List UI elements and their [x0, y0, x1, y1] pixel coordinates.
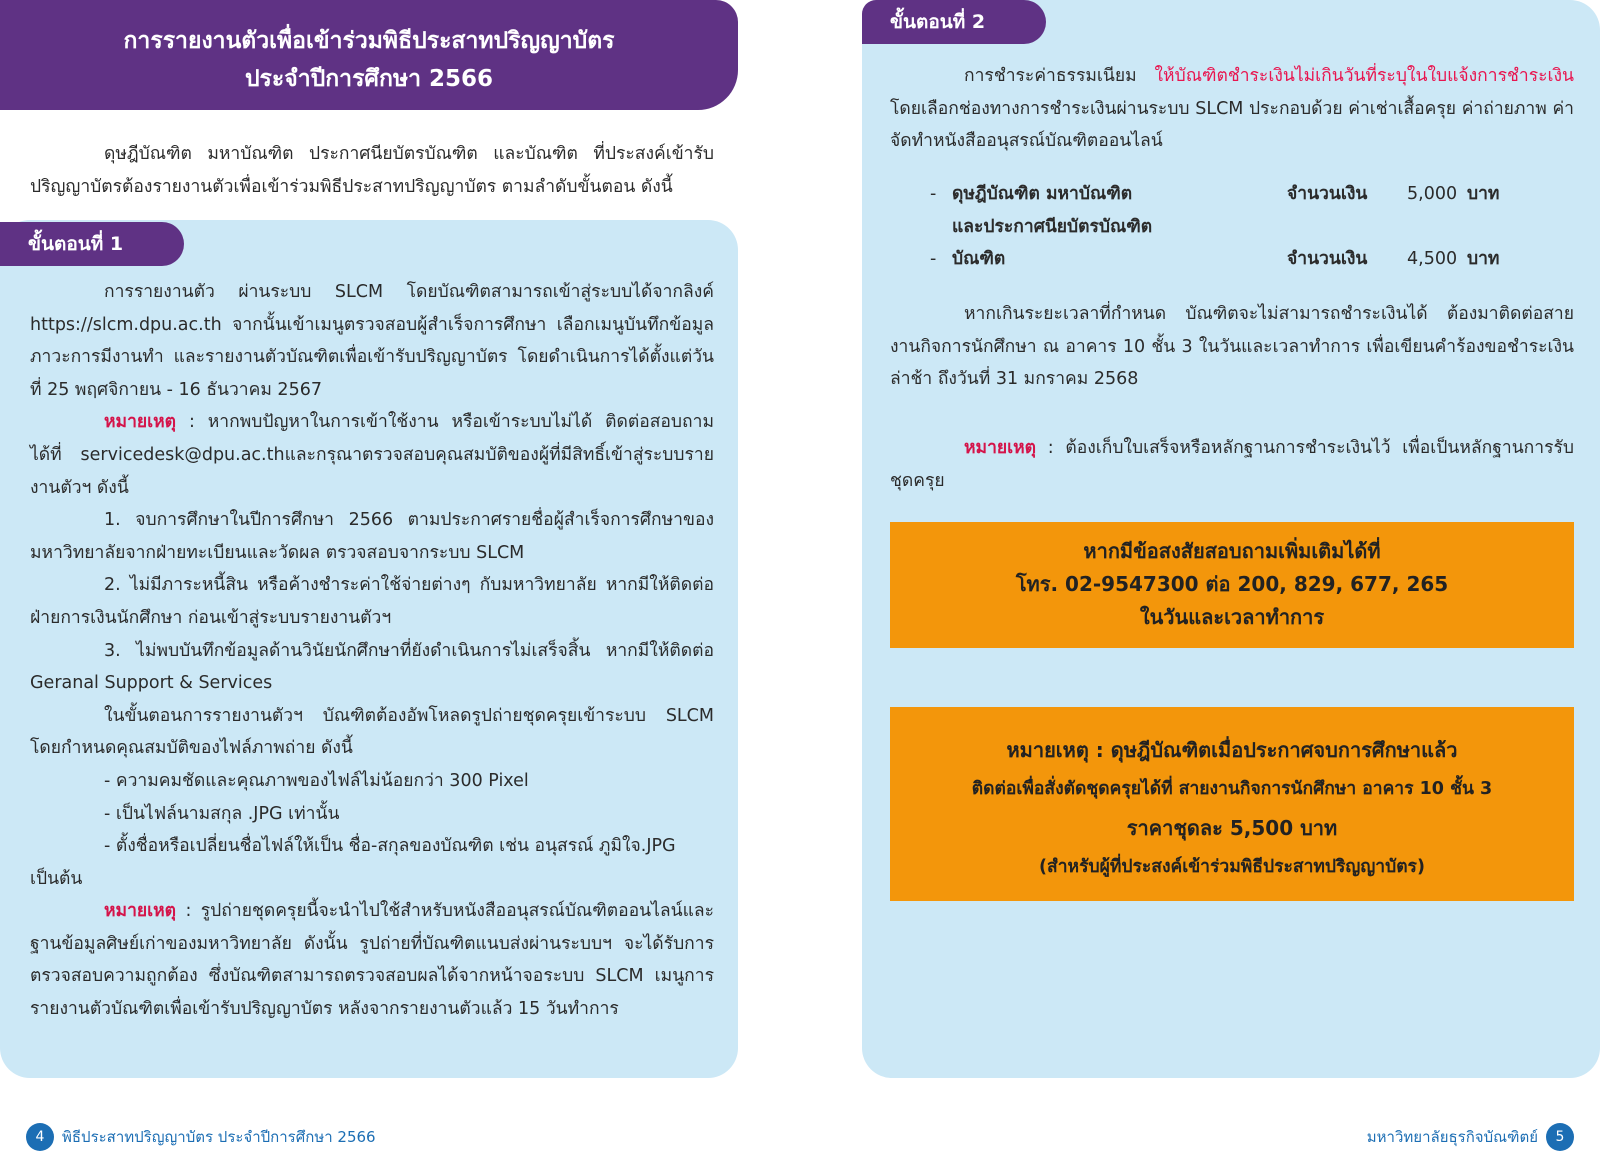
fee-dash: -: [930, 249, 937, 270]
fee-dash: -: [930, 184, 937, 204]
footer-left: [26, 1122, 384, 1152]
page-title-line2: ประจำปีการศึกษา 2566: [244, 66, 494, 92]
fee-amount: 4,500: [1407, 249, 1458, 270]
fee-amount: 5,000: [1407, 184, 1458, 204]
late-payment-paragraph: [890, 298, 1574, 396]
notice-line-4: (สำหรับผู้ที่ประสงค์เข้าร่วมพิธีประสาทปริญญาบัตร): [1039, 857, 1425, 877]
fee-rest: โดยเลือกช่องทางการชำระเงินผ่านระบบ SLCM ประกอบด้วย ค่าเช่าเสื้อครุย ค่าถ่ายภาพ ค่าจัดทำหนังสืออนุสรณ์บัณฑิตออนไลน์: [890, 98, 1574, 152]
photo-requirement-1: - ความคมชัดและคุณภาพของไฟล์ไม่น้อยกว่า 300 Pixel: [104, 770, 529, 791]
note-label: หมายเหตุ: [104, 901, 177, 922]
contact-box: [890, 522, 1574, 648]
eligibility-item-3: 3. ไม่พบบันทึกข้อมูลด้านวินัยนักศึกษาที่ยังดำเนินการไม่เสร็จสิ้น หากมีให้ติดต่อ Geranal Support & Services: [30, 640, 714, 694]
fee-amount-label: จำนวนเงิน: [1287, 184, 1368, 204]
contact-line-1: หากมีข้อสงสัยสอบถามเพิ่มเติมได้ที่: [1083, 539, 1381, 563]
eligibility-item-1: 1. จบการศึกษาในปีการศึกษา 2566 ตามประกาศรายชื่อผู้สำเร็จการศึกษาของมหาวิทยาลัยจากฝ่ายทะเบียนและวัดผล ตรวจสอบจากระบบ SLCM: [30, 510, 714, 563]
step1-paragraph: การรายงานตัว ผ่านระบบ SLCM โดยบัณฑิตสามารถเข้าสู่ระบบได้จากลิงค์ https://slcm.dpu.ac.th จากนั้นเข้าเมนูตรวจสอบผู้สำเร็จการศึกษา เลือกเมนูบันทึกข้อมูลภาวะการมีงานทำ และรายงานตัวบัณฑิตเพื่อเข้ารับปริญญาบัตร โดยดำเนินการได้ตั้งแต่วันที่ 25 พฤศจิกายน - 16 ธันวาคม 2567: [30, 282, 714, 400]
fee-currency: บาท: [1467, 249, 1500, 270]
fee-row: [930, 243, 1550, 276]
fee-category: ดุษฎีบัณฑิต มหาบัณฑิต: [952, 184, 1133, 204]
eligibility-item-2: 2. ไม่มีภาระหนี้สิน หรือค้างชำระค่าใช้จ่ายต่างๆ กับมหาวิทยาลัย หากมีให้ติดต่อฝ่ายการเงินนักศึกษา ก่อนเข้าสู่ระบบรายงานตัวฯ: [30, 575, 714, 628]
note-label: หมายเหตุ: [104, 412, 177, 433]
step2-tab: ขั้นตอนที่ 2: [862, 0, 1046, 44]
note-text: : ต้องเก็บใบเสร็จหรือหลักฐานการชำระเงินไว้ เพื่อเป็นหลักฐานการรับชุดครุย: [890, 438, 1574, 491]
fee-amount-label: จำนวนเงิน: [1287, 249, 1368, 270]
notice-line-1: หมายเหตุ : ดุษฎีบัณฑิตเมื่อประกาศจบการศึกษาแล้ว: [1006, 738, 1458, 762]
note-text: : หากพบปัญหาในการเข้าใช้งาน หรือเข้าระบบไม่ได้ ติดต่อสอบถามได้ที่ servicedesk@dpu.ac.thและกรุณาตรวจสอบคุณสมบัติของผู้ที่มีสิทธิ์เข้าสู่ระบบรายงานตัวฯ ดังนี้: [30, 412, 714, 498]
fee-table: [930, 178, 1550, 276]
fee-lead: การชำระค่าธรรมเนียม: [964, 66, 1155, 86]
fee-currency: บาท: [1467, 184, 1500, 204]
contact-line-3: ในวันและเวลาทำการ: [1139, 605, 1325, 629]
fee-row: [930, 178, 1550, 211]
page-number-left: 4: [26, 1123, 54, 1151]
note-text: : รูปถ่ายชุดครุยนี้จะนำไปใช้สำหรับหนังสืออนุสรณ์บัณฑิตออนไลน์และฐานข้อมูลศิษย์เก่าของมหาวิทยาลัย ดังนั้น รูปถ่ายที่บัณฑิตแนบส่งผ่านระบบฯ จะได้รับการตรวจสอบความถูกต้อง ซึ่งบัณฑิตสามารถตรวจสอบผลได้จากหน้าจอระบบ SLCM เมนูการรายงานตัวบัณฑิตเพื่อเข้ารับปริญญาบัตร หลังจากรายงานตัวแล้ว 15 วันทำการ: [30, 901, 714, 1020]
fee-category: และประกาศนียบัตรบัณฑิต: [952, 216, 1153, 237]
photo-requirement-3-cont: เป็นต้น: [30, 868, 83, 889]
fee-category: บัณฑิต: [952, 249, 1006, 270]
contact-phone: โทร. 02-9547300 ต่อ 200, 829, 677, 265: [1015, 572, 1449, 596]
page-number-right: 5: [1546, 1123, 1574, 1151]
intro-paragraph: ดุษฎีบัณฑิต มหาบัณฑิต ประกาศนียบัตรบัณฑิต และบัณฑิต ที่ประสงค์เข้ารับปริญญาบัตรต้องรายงานตัวเพื่อเข้าร่วมพิธีประสาทปริญญาบัตร ตามลำดับขั้นตอน ดังนี้: [30, 144, 714, 197]
step1-note: [30, 406, 714, 504]
notice-price: ราคาชุดละ 5,500 บาท: [1126, 816, 1338, 840]
page-title-banner: [0, 0, 738, 110]
footer-left-text: พิธีประสาทปริญญาบัตร ประจำปีการศึกษา 2566: [62, 1128, 376, 1146]
gown-order-notice: [890, 707, 1574, 901]
page-title-line1: การรายงานตัวเพื่อเข้าร่วมพิธีประสาทปริญญาบัตร: [123, 28, 615, 54]
step1-body: [30, 276, 714, 1026]
fee-row: [930, 211, 1550, 244]
photo-upload-paragraph: ในขั้นตอนการรายงานตัวฯ บัณฑิตต้องอัพโหลดรูปถ่ายชุดครุยเข้าระบบ SLCM โดยกำหนดคุณสมบัติของไฟล์ภาพถ่าย ดังนี้: [30, 705, 714, 759]
notice-line-2: ติดต่อเพื่อสั่งตัดชุดครุยได้ที่ สายงานกิจการนักศึกษา อาคาร 10 ชั้น 3: [971, 779, 1493, 799]
payment-deadline-highlight: ให้บัณฑิตชำระเงินไม่เกินวันที่ระบุในใบแจ้งการชำระเงิน: [1154, 66, 1574, 86]
receipt-note: [890, 432, 1574, 497]
step1-tab: ขั้นตอนที่ 1: [0, 222, 184, 266]
note-label: หมายเหตุ: [964, 438, 1037, 458]
photo-requirement-3: - ตั้งชื่อหรือเปลี่ยนชื่อไฟล์ให้เป็น ชื่อ-สกุลของบัณฑิต เช่น อนุสรณ์ ภูมิใจ.JPG: [104, 836, 676, 857]
photo-requirement-2: - เป็นไฟล์นามสกุล .JPG เท่านั้น: [104, 803, 340, 824]
step2-paragraph: [890, 60, 1574, 158]
footer-right-text: มหาวิทยาลัยธุรกิจบัณฑิตย์: [1366, 1128, 1538, 1146]
photo-note: [30, 895, 714, 1025]
footer-right: [1359, 1122, 1574, 1152]
late-payment-text: หากเกินระยะเวลาที่กำหนด บัณฑิตจะไม่สามารถชำระเงินได้ ต้องมาติดต่อสายงานกิจการนักศึกษา ณ อาคาร 10 ชั้น 3 ในวันและเวลาทำการ เพื่อเขียนคำร้องขอชำระเงินล่าช้า ถึงวันที่ 31 มกราคม 2568: [890, 304, 1574, 390]
